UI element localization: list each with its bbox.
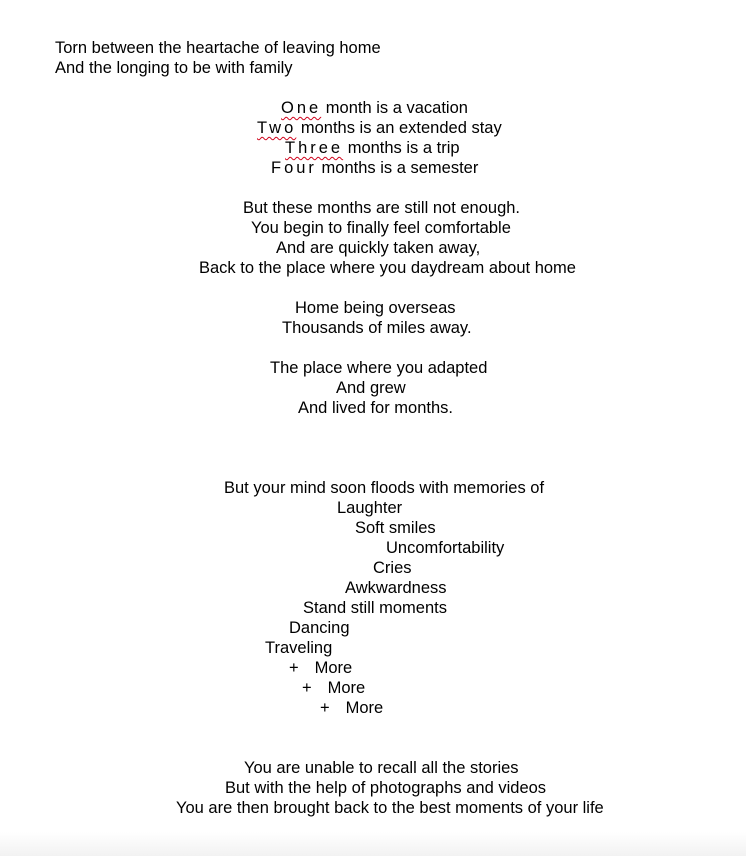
more-line: + More <box>289 659 353 677</box>
memories-lead: But your mind soon floods with memories of <box>224 479 545 497</box>
memory-item: Uncomfortability <box>386 539 505 557</box>
stanza2-line-2: You begin to finally feel comfortable <box>251 219 511 237</box>
stanza3-line-2: Thousands of miles away. <box>282 319 472 337</box>
plus-bullet: + <box>320 699 330 717</box>
months-line-2: Two months is an extended stay <box>257 119 502 137</box>
closing-line-1: You are unable to recall all the stories <box>244 759 519 777</box>
stanza2-line-4: Back to the place where you daydream about home <box>199 259 576 277</box>
intro-line-1: Torn between the heartache of leaving home <box>55 39 381 57</box>
stanza2-line-1: But these months are still not enough. <box>243 199 521 217</box>
spelling-flagged-word: Two <box>257 119 297 137</box>
more-line: + More <box>302 679 366 697</box>
memory-item: Laughter <box>337 499 403 517</box>
spelling-flagged-word: Three <box>285 139 344 157</box>
plus-bullet: + <box>289 659 299 677</box>
stanza3-line-1: Home being overseas <box>295 299 456 317</box>
stanza2-line-3: And are quickly taken away, <box>276 239 481 257</box>
months-line-3: Three months is a trip <box>285 139 460 157</box>
memory-item: Stand still moments <box>303 599 447 617</box>
memory-item: Traveling <box>265 639 333 657</box>
spelling-flagged-word: One <box>281 99 322 117</box>
closing-line-3: You are then brought back to the best moments of your life <box>176 799 604 817</box>
plus-bullet: + <box>302 679 312 697</box>
memory-item: Cries <box>373 559 412 577</box>
closing-line-2: But with the help of photographs and videos <box>225 779 547 797</box>
months-line-1: One month is a vacation <box>281 99 468 117</box>
intro-line-2: And the longing to be with family <box>55 59 293 77</box>
more-line: + More <box>320 699 384 717</box>
stanza4-line-3: And lived for months. <box>298 399 453 417</box>
months-line-4: Four months is a semester <box>271 159 479 177</box>
memory-item: Soft smiles <box>355 519 436 537</box>
page-bottom-edge <box>0 832 746 856</box>
stanza4-line-1: The place where you adapted <box>270 359 488 377</box>
memory-item: Dancing <box>289 619 350 637</box>
memory-item: Awkwardness <box>345 579 447 597</box>
stanza4-line-2: And grew <box>336 379 406 397</box>
